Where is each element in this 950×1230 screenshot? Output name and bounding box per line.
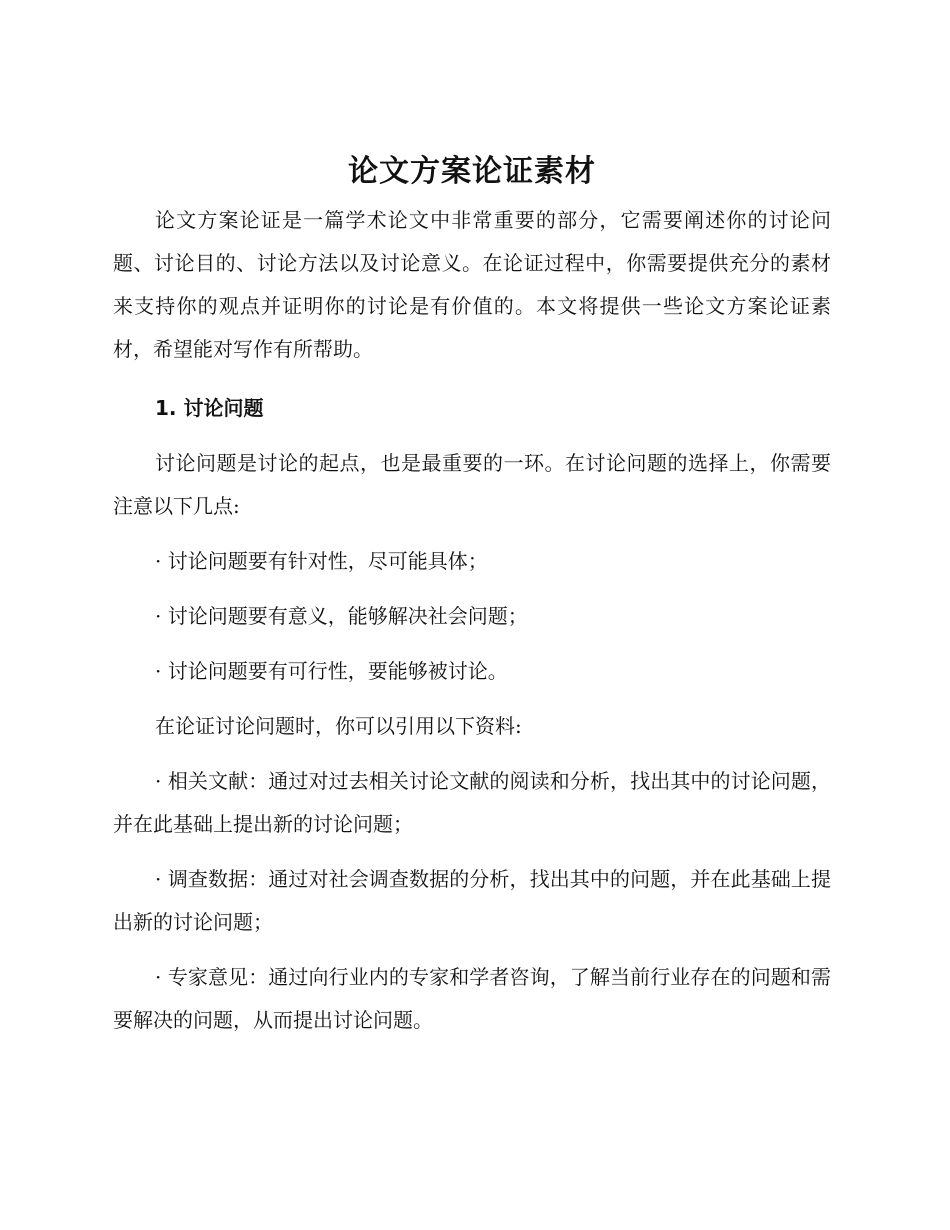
document-title: 论文方案论证素材 <box>348 154 596 189</box>
section1-paragraph-1: 讨论问题是讨论的起点，也是最重要的一环。在讨论问题的选择上，你需要注意以下几点: <box>113 451 831 518</box>
source-item-expert-opinion: · 专家意见：通过向行业内的专家和学者咨询，了解当前行业存在的问题和需要解决的问题，从而提出讨论问题。 <box>113 965 831 1032</box>
section-heading-1: 1. 讨论问题 <box>155 396 264 420</box>
section1-paragraph-2: 在论证讨论问题时，你可以引用以下资料: <box>155 714 522 738</box>
source-item-survey-data: · 调查数据：通过对社会调查数据的分析，找出其中的问题，并在此基础上提出新的讨论问题； <box>113 867 831 934</box>
document-body <box>113 148 831 1042</box>
bullet-point-2: · 讨论问题要有意义，能够解决社会问题； <box>155 604 528 628</box>
bullet-point-1: · 讨论问题要有针对性，尽可能具体； <box>155 549 488 573</box>
intro-paragraph: 论文方案论证是一篇学术论文中非常重要的部分，它需要阐述你的讨论问题、讨论目的、讨论方法以及讨论意义。在论证过程中，你需要提供充分的素材来支持你的观点并证明你的讨论是有价值的。本文将提供一些论文方案论证素材，希望能对写作有所帮助。 <box>113 208 831 361</box>
source-item-literature: · 相关文献：通过对过去相关讨论文献的阅读和分析，找出其中的讨论问题，并在此基础上提出新的讨论问题； <box>113 769 831 836</box>
bullet-point-3: · 讨论问题要有可行性，要能够被讨论。 <box>155 659 508 683</box>
